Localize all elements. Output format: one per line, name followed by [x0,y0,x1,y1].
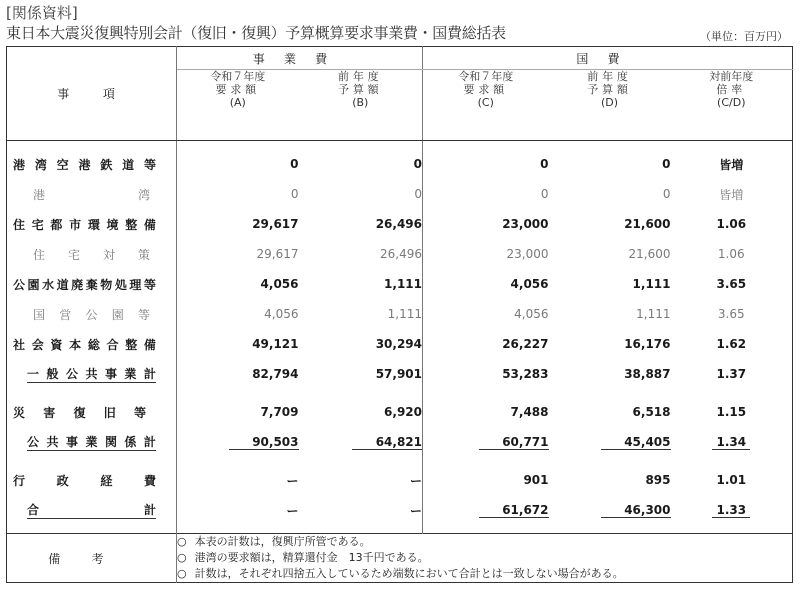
cell-project-request: 4,056 [264,307,299,321]
cell-ratio: 皆増 [719,157,744,172]
cell-project-previous: 0 [299,149,423,179]
label-char: 環 [87,217,100,232]
label-char: 策 [137,247,150,262]
cell-value: 90,503 [229,435,299,450]
cell-national-request: 901 [523,473,549,487]
remark-item [177,550,792,566]
col-line: 令和７年度 [458,70,514,83]
column-header-national-previous [549,70,671,141]
label-char: 共 [85,367,98,381]
cell-national-previous: 895 [645,473,671,487]
cell-project-request: 0 [290,187,299,201]
cell-project-request: 0 [290,157,299,171]
cell-project-request: 29,617 [252,217,299,231]
label-char: 行 [13,473,26,488]
cell-national-previous: 0 [662,157,671,171]
label-char: 都 [50,217,63,232]
column-header-project-previous [299,70,423,141]
column-group-national-cost: 国費 [423,47,793,70]
unit-note: （単位：百万円） [700,30,788,43]
label-char: 園 [111,307,124,322]
label-char: 合 [27,503,40,517]
cell-ratio: 3.65 [717,307,745,321]
label-char: 復 [73,405,86,420]
label-char: 整 [125,337,138,352]
table-row [7,149,793,179]
row-label-text [33,306,150,323]
label-char: 境 [106,217,119,232]
table-row [7,465,793,495]
cell-national-previous: 21,600 [624,217,671,231]
cell-project-previous: 57,901 [299,359,423,389]
cell-national-request: 0 [540,187,549,201]
label-char: 公 [13,277,26,292]
label-char: 業 [124,367,137,381]
label-char: 市 [69,217,82,232]
table-row [7,299,793,329]
label-char: 湾 [34,157,47,172]
cell-project-previous: 1,111 [299,299,423,329]
cell-project-request: ー [286,503,299,518]
cell-national-previous [549,427,671,457]
label-char: 道 [56,277,69,292]
table-row [7,427,793,457]
col-line: 予算額 [337,83,383,96]
cell-national-request: 53,283 [502,367,549,381]
col-line: (D) [600,96,619,109]
bullet-circle-icon: ○ [177,535,187,548]
cell-ratio: 3.65 [716,277,747,291]
label-char: 等 [143,157,156,172]
label-char: 処 [114,277,127,292]
cell-project-previous [299,427,423,457]
label-char: 物 [100,277,113,292]
cell-national-previous: 38,887 [624,367,671,381]
col-line: 要求額 [215,83,261,96]
column-header-subject: 事 項 [7,47,177,141]
label-char: 総 [87,337,100,352]
cell-project-previous: 6,920 [299,397,423,427]
label-char: 対 [102,247,115,262]
remark-text: 港湾の要求額は，精算還付金 13千円である。 [194,551,429,564]
table-row [7,359,793,389]
cell-ratio: 1.37 [716,367,747,381]
cell-project-request: 49,121 [252,337,299,351]
remark-item [177,534,792,550]
label-char: 計 [143,503,156,517]
label-char: 備 [143,337,156,352]
cell-project-request: 29,617 [256,247,299,261]
cell-project-previous: 26,496 [299,209,423,239]
cell-value: 61,672 [479,503,549,518]
col-line: (C/D) [717,96,746,109]
row-label [7,209,177,239]
cell-project-request: 82,794 [252,367,299,381]
label-char: 鉄 [100,157,113,172]
cell-ratio: 皆増 [719,187,744,202]
col-line: 令和７年度 [210,70,266,83]
row-label-text [33,186,150,203]
table-row [7,239,793,269]
row-label [7,269,177,299]
label-char: 一 [27,367,40,381]
label-char: 計 [143,367,156,381]
budget-summary-table [6,46,793,583]
row-label [7,495,177,525]
cell-value: 1.34 [712,435,750,450]
col-line: (B) [352,96,369,109]
col-line: 前年度 [587,70,632,83]
label-char: 共 [46,435,59,449]
col-line: 対前年度 [709,70,754,83]
label-char: 公 [27,435,40,449]
label-char: 旧 [103,405,116,420]
cell-project-previous: 26,496 [299,239,423,269]
label-char: 業 [85,435,98,449]
cell-ratio: 1.06 [716,217,747,231]
cell-national-request: 4,056 [514,307,549,321]
cell-national-previous: 21,600 [628,247,671,261]
bullet-circle-icon: ○ [177,551,187,564]
cell-national-request: 4,056 [510,277,549,291]
label-char: 港 [33,187,46,202]
cell-national-previous: 1,111 [632,277,671,291]
label-char: 本 [69,337,82,352]
row-label [7,149,177,179]
row-label-text [13,216,156,233]
row-label [7,299,177,329]
row-label [7,179,177,209]
label-char: 宅 [31,217,44,232]
label-char: 般 [46,367,59,381]
row-label-text [13,156,156,173]
label-char: 水 [42,277,55,292]
column-header-project-request [177,70,299,141]
label-char: 公 [65,367,78,381]
col-line: (C) [477,96,494,109]
col-line: 要求額 [463,83,509,96]
remarks-label: 備考 [7,534,177,583]
row-label-text [13,336,156,353]
row-label [7,427,177,457]
col-line: (A) [229,96,246,109]
row-label [7,239,177,269]
cell-national-previous: 1,111 [636,307,671,321]
column-header-ratio [671,70,793,141]
cell-project-request: 4,056 [260,277,299,291]
remark-text: 計数は，それぞれ四捨五入しているため端数において合計とは一致しない場合がある。 [194,567,624,580]
table-row [7,329,793,359]
label-char: 廃 [71,277,84,292]
header-group-row [7,47,793,70]
cell-project-request: 7,709 [260,405,299,419]
row-label-text [27,365,156,383]
cell-national-request: 23,000 [502,217,549,231]
label-char: 会 [31,337,44,352]
cell-project-previous: ー [299,465,423,495]
row-label [7,329,177,359]
cell-national-previous: 0 [662,187,671,201]
document-title: 東日本大震災復興特別会計（復旧・復興）予算概算要求事業費・国費総括表 [6,24,506,42]
cell-ratio: 1.06 [717,247,745,261]
table-row [7,179,793,209]
cell-value: 60,771 [479,435,549,450]
label-char: 等 [137,307,150,322]
cell-national-request: 26,227 [502,337,549,351]
column-header-national-request [423,70,549,141]
label-char: 計 [143,435,156,449]
label-char: 道 [122,157,135,172]
label-char: 費 [143,473,156,488]
cell-project-previous: 30,294 [299,329,423,359]
cell-project-request [177,427,299,457]
column-group-project-cost: 事業費 [177,47,423,70]
cell-national-previous: 16,176 [624,337,671,351]
label-char: 事 [104,367,117,381]
label-char: 係 [124,435,137,449]
remark-text: 本表の計数は，復興庁所管である。 [194,535,371,548]
label-char: 港 [78,157,91,172]
row-label-text [33,246,150,263]
label-char: 宅 [67,247,80,262]
label-char: 整 [125,217,138,232]
cell-ratio: 1.15 [716,405,747,419]
cell-national-request: 23,000 [506,247,549,261]
cell-national-previous: 6,518 [632,405,671,419]
col-line: 予算額 [587,83,632,96]
document-tag: [関係資料] [6,4,78,22]
label-char: 住 [13,217,26,232]
label-char: 社 [13,337,26,352]
label-char: 港 [13,157,26,172]
cell-value: 1.33 [712,503,750,518]
remark-item [177,566,792,582]
cell-national-request: 0 [540,157,549,171]
label-char: 等 [143,277,156,292]
label-char: 政 [56,473,69,488]
table-row [7,269,793,299]
row-label-text [13,404,146,421]
cell-national-request [423,427,549,457]
label-char: 資 [50,337,63,352]
label-char: 害 [43,405,56,420]
row-label-text [27,501,156,519]
cell-national-request [423,495,549,525]
cell-ratio: 1.01 [716,473,747,487]
cell-project-previous: 0 [299,179,423,209]
row-label [7,397,177,427]
bullet-circle-icon: ○ [177,567,187,580]
row-label-text [13,472,156,489]
table-row [7,209,793,239]
row-label [7,465,177,495]
cell-national-previous [549,495,671,525]
cell-ratio [671,495,793,525]
cell-ratio: 1.62 [716,337,747,351]
row-label-text [13,276,156,293]
label-char: 営 [59,307,72,322]
table-row [7,397,793,427]
cell-project-previous: 1,111 [299,269,423,299]
label-char: 公 [85,307,98,322]
row-label [7,359,177,389]
remarks-body [177,534,793,583]
label-char: 棄 [85,277,98,292]
col-line: 前年度 [337,70,383,83]
label-char: 合 [106,337,119,352]
label-char: 理 [129,277,142,292]
cell-value: 46,300 [601,503,671,518]
label-char: 住 [33,247,46,262]
label-char: 備 [143,217,156,232]
cell-project-request: ー [286,473,299,488]
label-char: 経 [100,473,113,488]
label-char: 園 [27,277,40,292]
label-char: 等 [133,405,146,420]
remarks-row [7,534,793,583]
label-char: 関 [104,435,117,449]
cell-project-previous: ー [299,495,423,525]
table-row [7,495,793,525]
cell-national-request: 7,488 [510,405,549,419]
label-char: 空 [56,157,69,172]
cell-ratio [671,427,793,457]
cell-value: 64,821 [352,435,422,450]
label-char: 湾 [137,187,150,202]
row-label-text [27,433,156,451]
col-line: 倍率 [716,83,747,96]
label-char: 災 [13,405,26,420]
label-char: 国 [33,307,46,322]
cell-value: 45,405 [601,435,671,450]
label-char: 事 [65,435,78,449]
